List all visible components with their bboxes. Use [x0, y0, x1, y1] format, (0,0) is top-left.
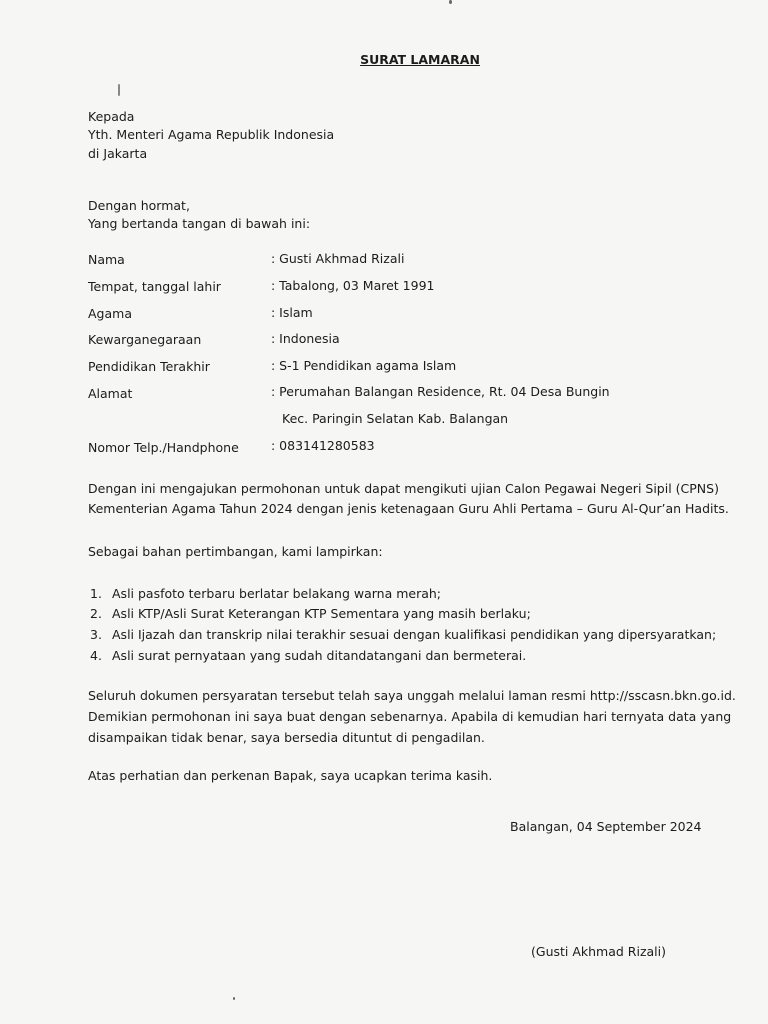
list-item: Asli pasfoto terbaru berlatar belakang warna merah; — [112, 586, 442, 601]
thanks-text: Atas perhatian dan perkenan Bapak, saya ucapkan terima kasih. — [88, 768, 493, 783]
recipient-line: Yth. Menteri Agama Republik Indonesia — [88, 127, 335, 142]
signatory-name: (Gusti Akhmad Rizali) — [531, 944, 667, 959]
salutation: Dengan hormat, — [88, 198, 190, 213]
field-value-alamat: : Perumahan Balangan Residence, Rt. 04 Desa Bungin — [271, 384, 610, 399]
list-item-number: 4. — [90, 648, 102, 663]
field-value-agama: : Islam — [271, 305, 313, 320]
list-item-number: 1. — [90, 586, 102, 601]
recipient-line: di Jakarta — [88, 146, 148, 161]
list-item: Asli KTP/Asli Surat Keterangan KTP Sementara yang masih berlaku; — [112, 606, 531, 621]
intro-text: Yang bertanda tangan di bawah ini: — [88, 216, 311, 231]
field-label-ttl: Tempat, tanggal lahir — [88, 279, 221, 294]
field-label-alamat: Alamat — [88, 386, 133, 401]
closing-text: disampaikan tidak benar, saya bersedia dituntut di pengadilan. — [88, 730, 485, 745]
attachments-intro: Sebagai bahan pertimbangan, kami lampirkan: — [88, 544, 383, 559]
field-value-ttl: : Tabalong, 03 Maret 1991 — [271, 278, 435, 293]
field-label-nama: Nama — [88, 252, 125, 267]
field-value-alamat-line2: Kec. Paringin Selatan Kab. Balangan — [282, 411, 509, 426]
application-text: Kementerian Agama Tahun 2024 dengan jenis ketenagaan Guru Ahli Pertama – Guru Al-Qur’an Hadits. — [88, 501, 729, 516]
list-item-number: 3. — [90, 627, 102, 642]
scan-mark — [233, 997, 235, 1000]
scan-mark — [118, 84, 120, 96]
field-value-kewarganegaraan: : Indonesia — [271, 331, 340, 346]
field-value-telepon: : 083141280583 — [271, 438, 375, 453]
place-date: Balangan, 04 September 2024 — [510, 819, 702, 834]
list-item: Asli surat pernyataan yang sudah ditandatangani dan bermeterai. — [112, 648, 527, 663]
field-value-nama: : Gusti Akhmad Rizali — [271, 251, 405, 266]
closing-text: Seluruh dokumen persyaratan tersebut telah saya unggah melalui laman resmi http://sscasn.bkn.go.id. — [88, 688, 736, 703]
field-label-kewarganegaraan: Kewarganegaraan — [88, 332, 202, 347]
list-item-number: 2. — [90, 606, 102, 621]
recipient-line: Kepada — [88, 109, 135, 124]
closing-text: Demikian permohonan ini saya buat dengan sebenarnya. Apabila di kemudian hari ternyata data yang — [88, 709, 732, 724]
field-value-pendidikan: : S-1 Pendidikan agama Islam — [271, 358, 457, 373]
field-label-pendidikan: Pendidikan Terakhir — [88, 359, 210, 374]
letter-title: SURAT LAMARAN — [360, 52, 480, 67]
application-text: Dengan ini mengajukan permohonan untuk dapat mengikuti ujian Calon Pegawai Negeri Sipil (CPNS) — [88, 481, 719, 496]
field-label-agama: Agama — [88, 306, 132, 321]
field-label-telepon: Nomor Telp./Handphone — [88, 440, 239, 455]
scan-mark — [449, 0, 452, 4]
list-item: Asli Ijazah dan transkrip nilai terakhir sesuai dengan kualifikasi pendidikan yang dipersyaratkan; — [112, 627, 717, 642]
